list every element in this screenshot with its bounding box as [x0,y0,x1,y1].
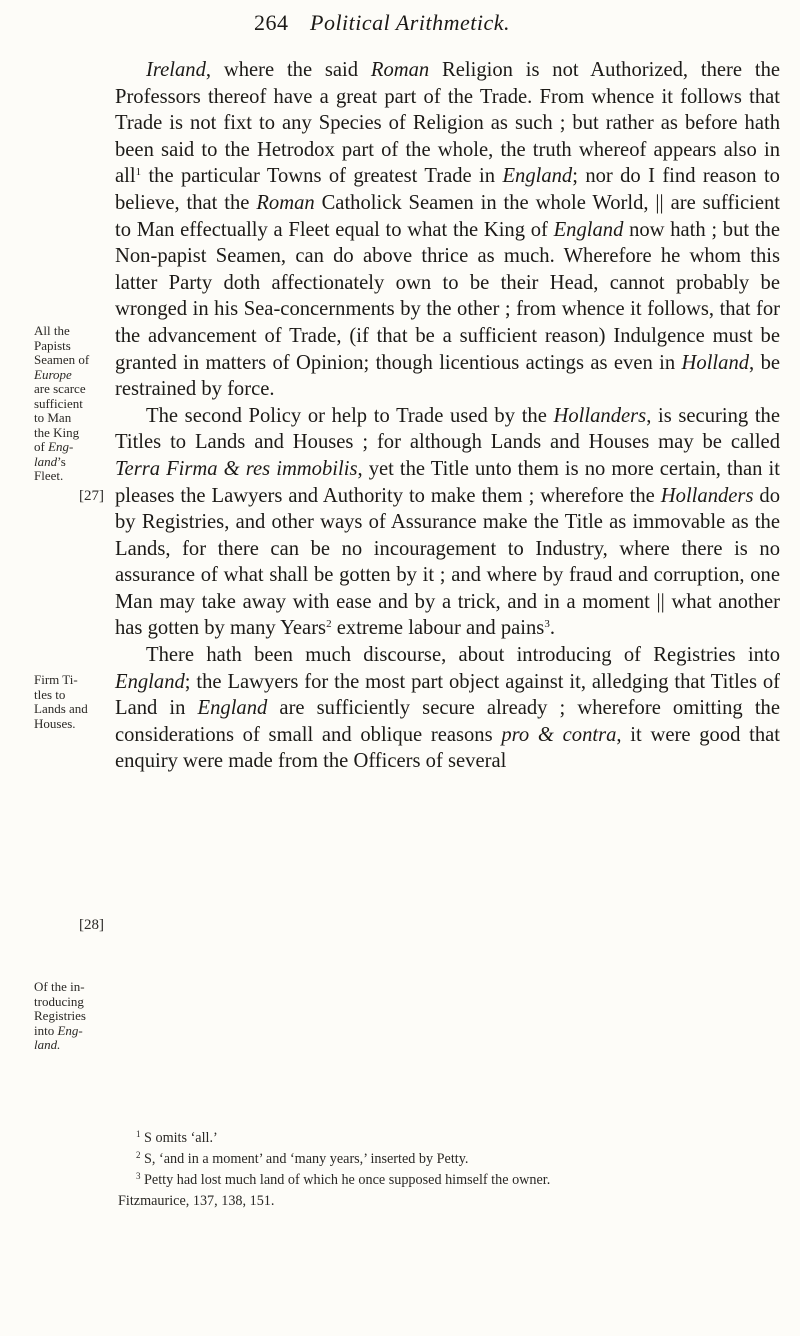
margin-number-28: [28] [79,917,104,933]
margin-note-registries: Of the in- troducing Registries into Eng- land. [34,979,86,1052]
margin-note-firm-titles: Firm Ti- tles to Lands and Houses. [34,672,88,731]
footnotes [118,1128,798,1212]
footnote-1: $^1$ S omits ‘all.’ [136,1129,218,1146]
page-number: 264 [254,10,289,35]
footnote-2: $^2$ S, ‘and in a moment’ and ‘many years,’ inserted by Petty. [136,1150,469,1167]
paragraph-1: Ireland, where the said Roman Religion is not Authorized, there the Professors thereof have a great part of the Trade. From whence it follows that Trade is not fixt to any Species of Religion as such ; but rather as before hath been said to the Hetrodox part of the whole, the truth whereof appears also in all$^1$ the particular Towns of greatest Trade in England; nor do I find reason to believe, that the Roman Catholick Seamen in the whole World, || are sufficient to Man effectually a Fleet equal to what the King of England now hath ; but the Non-papist Seamen, can do above thrice as much. Wherefore he whom this latter Party doth affectionately own to be their Head, cannot probably be wronged in his Sea-concernments by the other ; from whence it follows, that for the advancement of Trade, (if that be a sufficient reason) Indulgence must be granted in matters of Opinion; though licentious actings as even in Holland, be restrained by force. [115,59,781,401]
footnote-3: $^3$ Petty had lost much land of which he once supposed himself the owner. [136,1171,551,1188]
paragraph-3: There hath been much discourse, about introducing of Registries into England; the Lawyers for the most part object against it, alledging that Titles of Land in England are sufficiently secure already ; wherefore omitting the considerations of small and oblique reasons pro & contra, it were good that enquiry were made from the Officers of several [115,644,780,773]
footnote-3-continued: Fitzmaurice, 137, 138, 151. [118,1193,275,1209]
main-text [115,57,780,775]
margin-note-papists: All the Papists Seamen of Europe are scarce sufficient to Man the King of Eng- land’s Fleet. [34,323,90,483]
paragraph-2: The second Policy or help to Trade used by the Hollanders, is securing the Titles to Lands and Houses ; for although Lands and Houses may be called Terra Firma & res immobilis, yet the Title unto them is no more certain, than it pleases the Lawyers and Authority to make them ; wherefore the Hollanders do by Registries, and other ways of Assurance make the Title as immovable as the Lands, for there can be no incouragement to Industry, where there is no assurance of what shall be gotten by it ; and where by fraud and corruption, one Man may take away with ease and by a trick, and in a moment || what another has gotten by many Years$^2$ extreme labour and pains$^3$. [115,404,780,640]
running-title: Political Arithmetick. [310,10,510,35]
page-header [254,10,654,42]
margin-number-27: [27] [79,488,104,504]
